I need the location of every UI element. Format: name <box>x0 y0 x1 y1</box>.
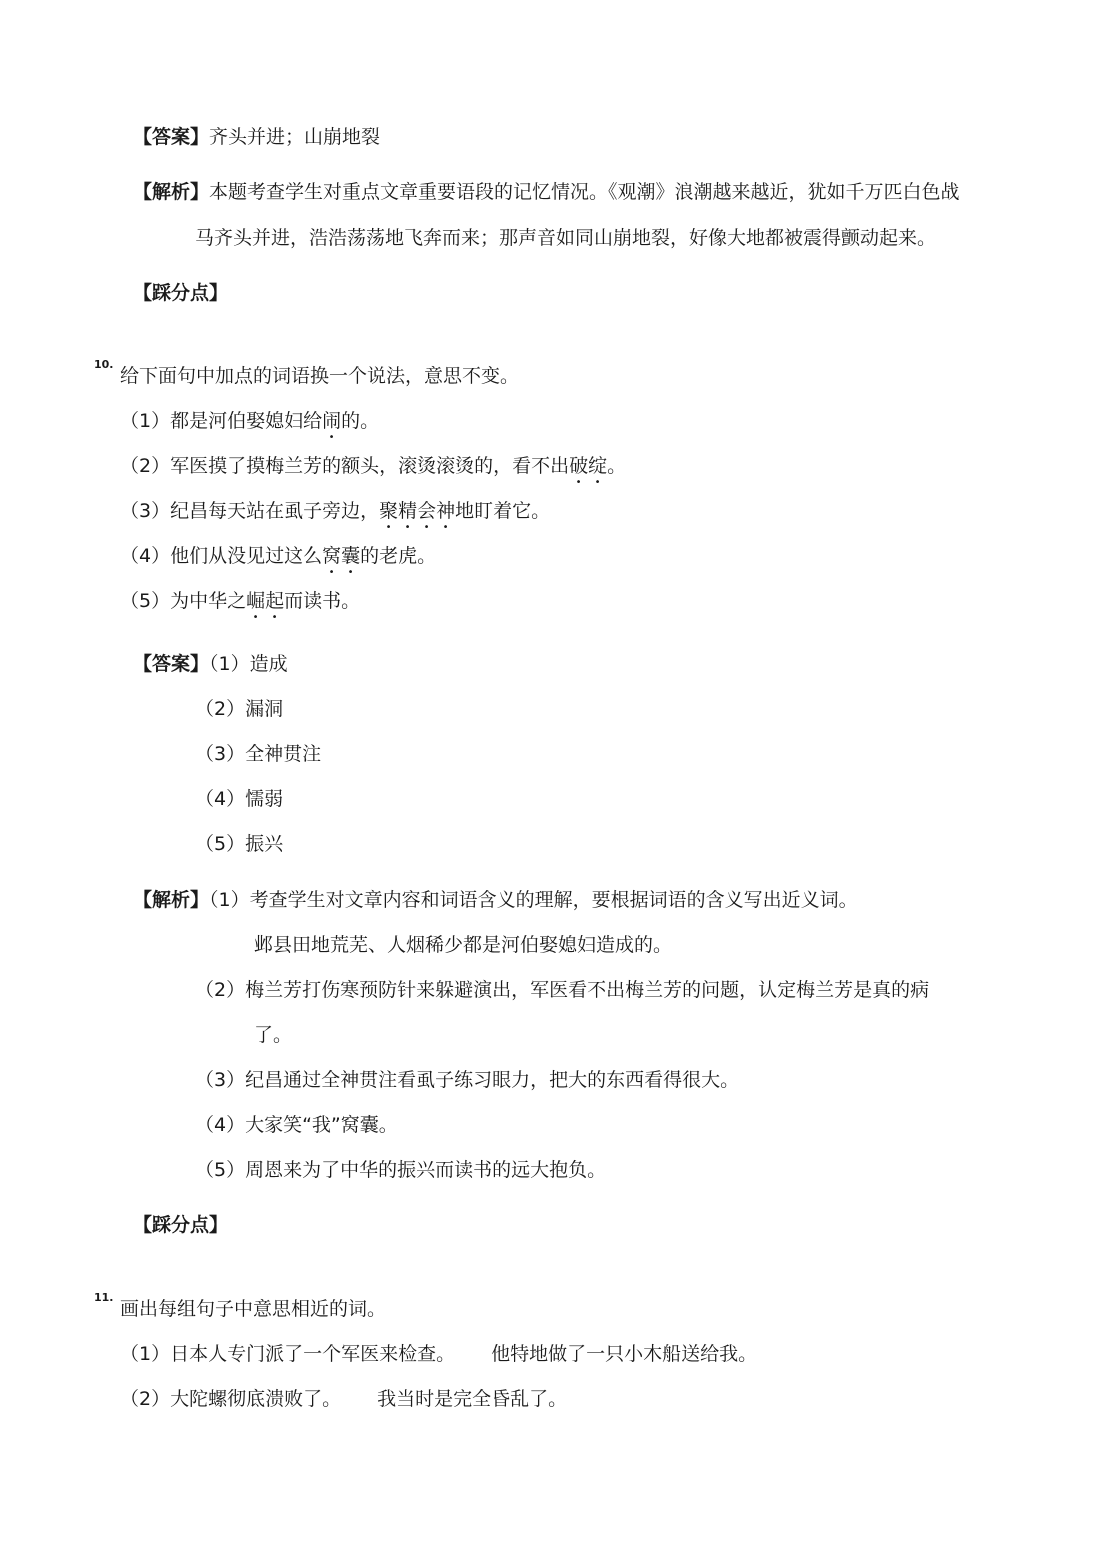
q10-item <box>120 406 379 443</box>
q9-analysis-line1: 本题考查学生对重点文章重要语段的记忆情况。《观潮》浪潮越来越近，犹如千万匹白色战 <box>209 181 960 203</box>
analysis-text: 周恩来为了中华的振兴而读书的远大抱负。 <box>245 1159 607 1181</box>
answer-num: （1） <box>209 653 250 675</box>
answer-text: 全神贯注 <box>245 743 322 765</box>
q10-item-text: 都是河伯娶媳妇给 <box>170 410 323 432</box>
analysis-num: （1） <box>209 889 250 911</box>
dotted-word: 破绽 <box>569 455 608 477</box>
answer-num: （3） <box>195 743 246 765</box>
answer-text: 懦弱 <box>245 788 284 810</box>
analysis-text: 了。 <box>254 1024 293 1046</box>
q9-answer-text: 齐头并进；山崩地裂 <box>209 126 381 148</box>
q11-item-sentence: 大陀螺彻底溃败了。 <box>170 1388 342 1410</box>
q11-item-sentence: 他特地做了一只小木船送给我。 <box>491 1343 758 1365</box>
q11-item <box>120 1384 567 1411</box>
dotted-word: 闹 <box>322 410 342 432</box>
q10-item-text: 而读书。 <box>284 590 361 612</box>
analysis-num: （2） <box>195 979 246 1001</box>
q10-item-num: （5） <box>120 590 171 612</box>
q10-answer-row <box>195 829 283 856</box>
q11-item-sentence: 日本人专门派了一个军医来检查。 <box>170 1343 456 1365</box>
q9-analysis-row <box>133 177 960 204</box>
analysis-text: 大家笑“我”窝囊。 <box>245 1114 398 1136</box>
q10-item-text: 纪昌每天站在虱子旁边， <box>170 500 380 522</box>
dotted-word: 聚精会神 <box>379 500 456 522</box>
q11-stem: 画出每组句子中意思相近的词。 <box>120 1298 387 1320</box>
q9-answer-label: 【答案】 <box>133 126 210 148</box>
q9-analysis-line2: 马齐头并进，浩浩荡荡地飞奔而来；那声音如同山崩地裂，好像大地都被震得颤动起来。 <box>195 227 937 249</box>
q10-item-text: 为中华之 <box>170 590 247 612</box>
q10-analysis-row <box>195 1110 398 1137</box>
q10-item-text: 军医摸了摸梅兰芳的额头，滚烫滚烫的，看不出 <box>170 455 570 477</box>
q11-number: 11. <box>94 1291 114 1304</box>
q10-answer-row <box>195 739 321 766</box>
q10-item-num: （3） <box>120 500 171 522</box>
answer-text: 造成 <box>249 653 288 675</box>
q10-analysis-row <box>195 1065 739 1092</box>
q10-answer-label: 【答案】 <box>133 653 210 675</box>
q10-item-text: 他们从没见过这么 <box>170 545 323 567</box>
q10-analysis-row <box>133 885 858 912</box>
q10-item-text: 地盯着它。 <box>455 500 551 522</box>
answer-text: 振兴 <box>245 833 284 855</box>
q9-answer-row <box>133 122 380 149</box>
q10-item-num: （2） <box>120 455 171 477</box>
q10-analysis-label: 【解析】 <box>133 889 210 911</box>
analysis-num: （4） <box>195 1114 246 1136</box>
answer-num: （5） <box>195 833 246 855</box>
q11-item-num: （2） <box>120 1388 171 1410</box>
q9-score-label: 【踩分点】 <box>133 282 229 304</box>
q11-item-num: （1） <box>120 1343 171 1365</box>
q10-item-text: 的。 <box>341 410 380 432</box>
answer-num: （2） <box>195 698 246 720</box>
dotted-word: 崛起 <box>246 590 285 612</box>
q10-answer-row <box>195 694 283 721</box>
q11-item-sentence: 我当时是完全昏乱了。 <box>377 1388 568 1410</box>
q10-stem: 给下面句中加点的词语换一个说法，意思不变。 <box>120 365 520 387</box>
q10-item <box>120 541 436 578</box>
analysis-text: 梅兰芳打伤寒预防针来躲避演出，军医看不出梅兰芳的问题，认定梅兰芳是真的病 <box>245 979 930 1001</box>
answer-num: （4） <box>195 788 246 810</box>
q10-item-num: （4） <box>120 545 171 567</box>
q10-number: 10. <box>94 358 114 371</box>
q10-item-num: （1） <box>120 410 171 432</box>
q10-item <box>120 451 626 488</box>
answer-text: 漏洞 <box>245 698 284 720</box>
q10-score-label: 【踩分点】 <box>133 1214 229 1236</box>
q10-analysis-row <box>195 1155 606 1182</box>
q10-analysis-row <box>195 975 929 1002</box>
analysis-text: 纪昌通过全神贯注看虱子练习眼力，把大的东西看得很大。 <box>245 1069 740 1091</box>
q10-item-text: 。 <box>607 455 627 477</box>
analysis-text: 考查学生对文章内容和词语含义的理解，要根据词语的含义写出近义词。 <box>249 889 858 911</box>
analysis-text: 邺县田地荒芜、人烟稀少都是河伯娶媳妇造成的。 <box>254 934 673 956</box>
analysis-num: （3） <box>195 1069 246 1091</box>
q9-analysis-label: 【解析】 <box>133 181 210 203</box>
q10-answer-row <box>133 649 288 676</box>
dotted-word: 窝囊 <box>322 545 361 567</box>
analysis-num: （5） <box>195 1159 246 1181</box>
q10-item <box>120 496 550 533</box>
q10-answer-row <box>195 784 283 811</box>
q11-item <box>120 1339 757 1366</box>
q10-item-text: 的老虎。 <box>360 545 437 567</box>
q10-item <box>120 586 360 623</box>
